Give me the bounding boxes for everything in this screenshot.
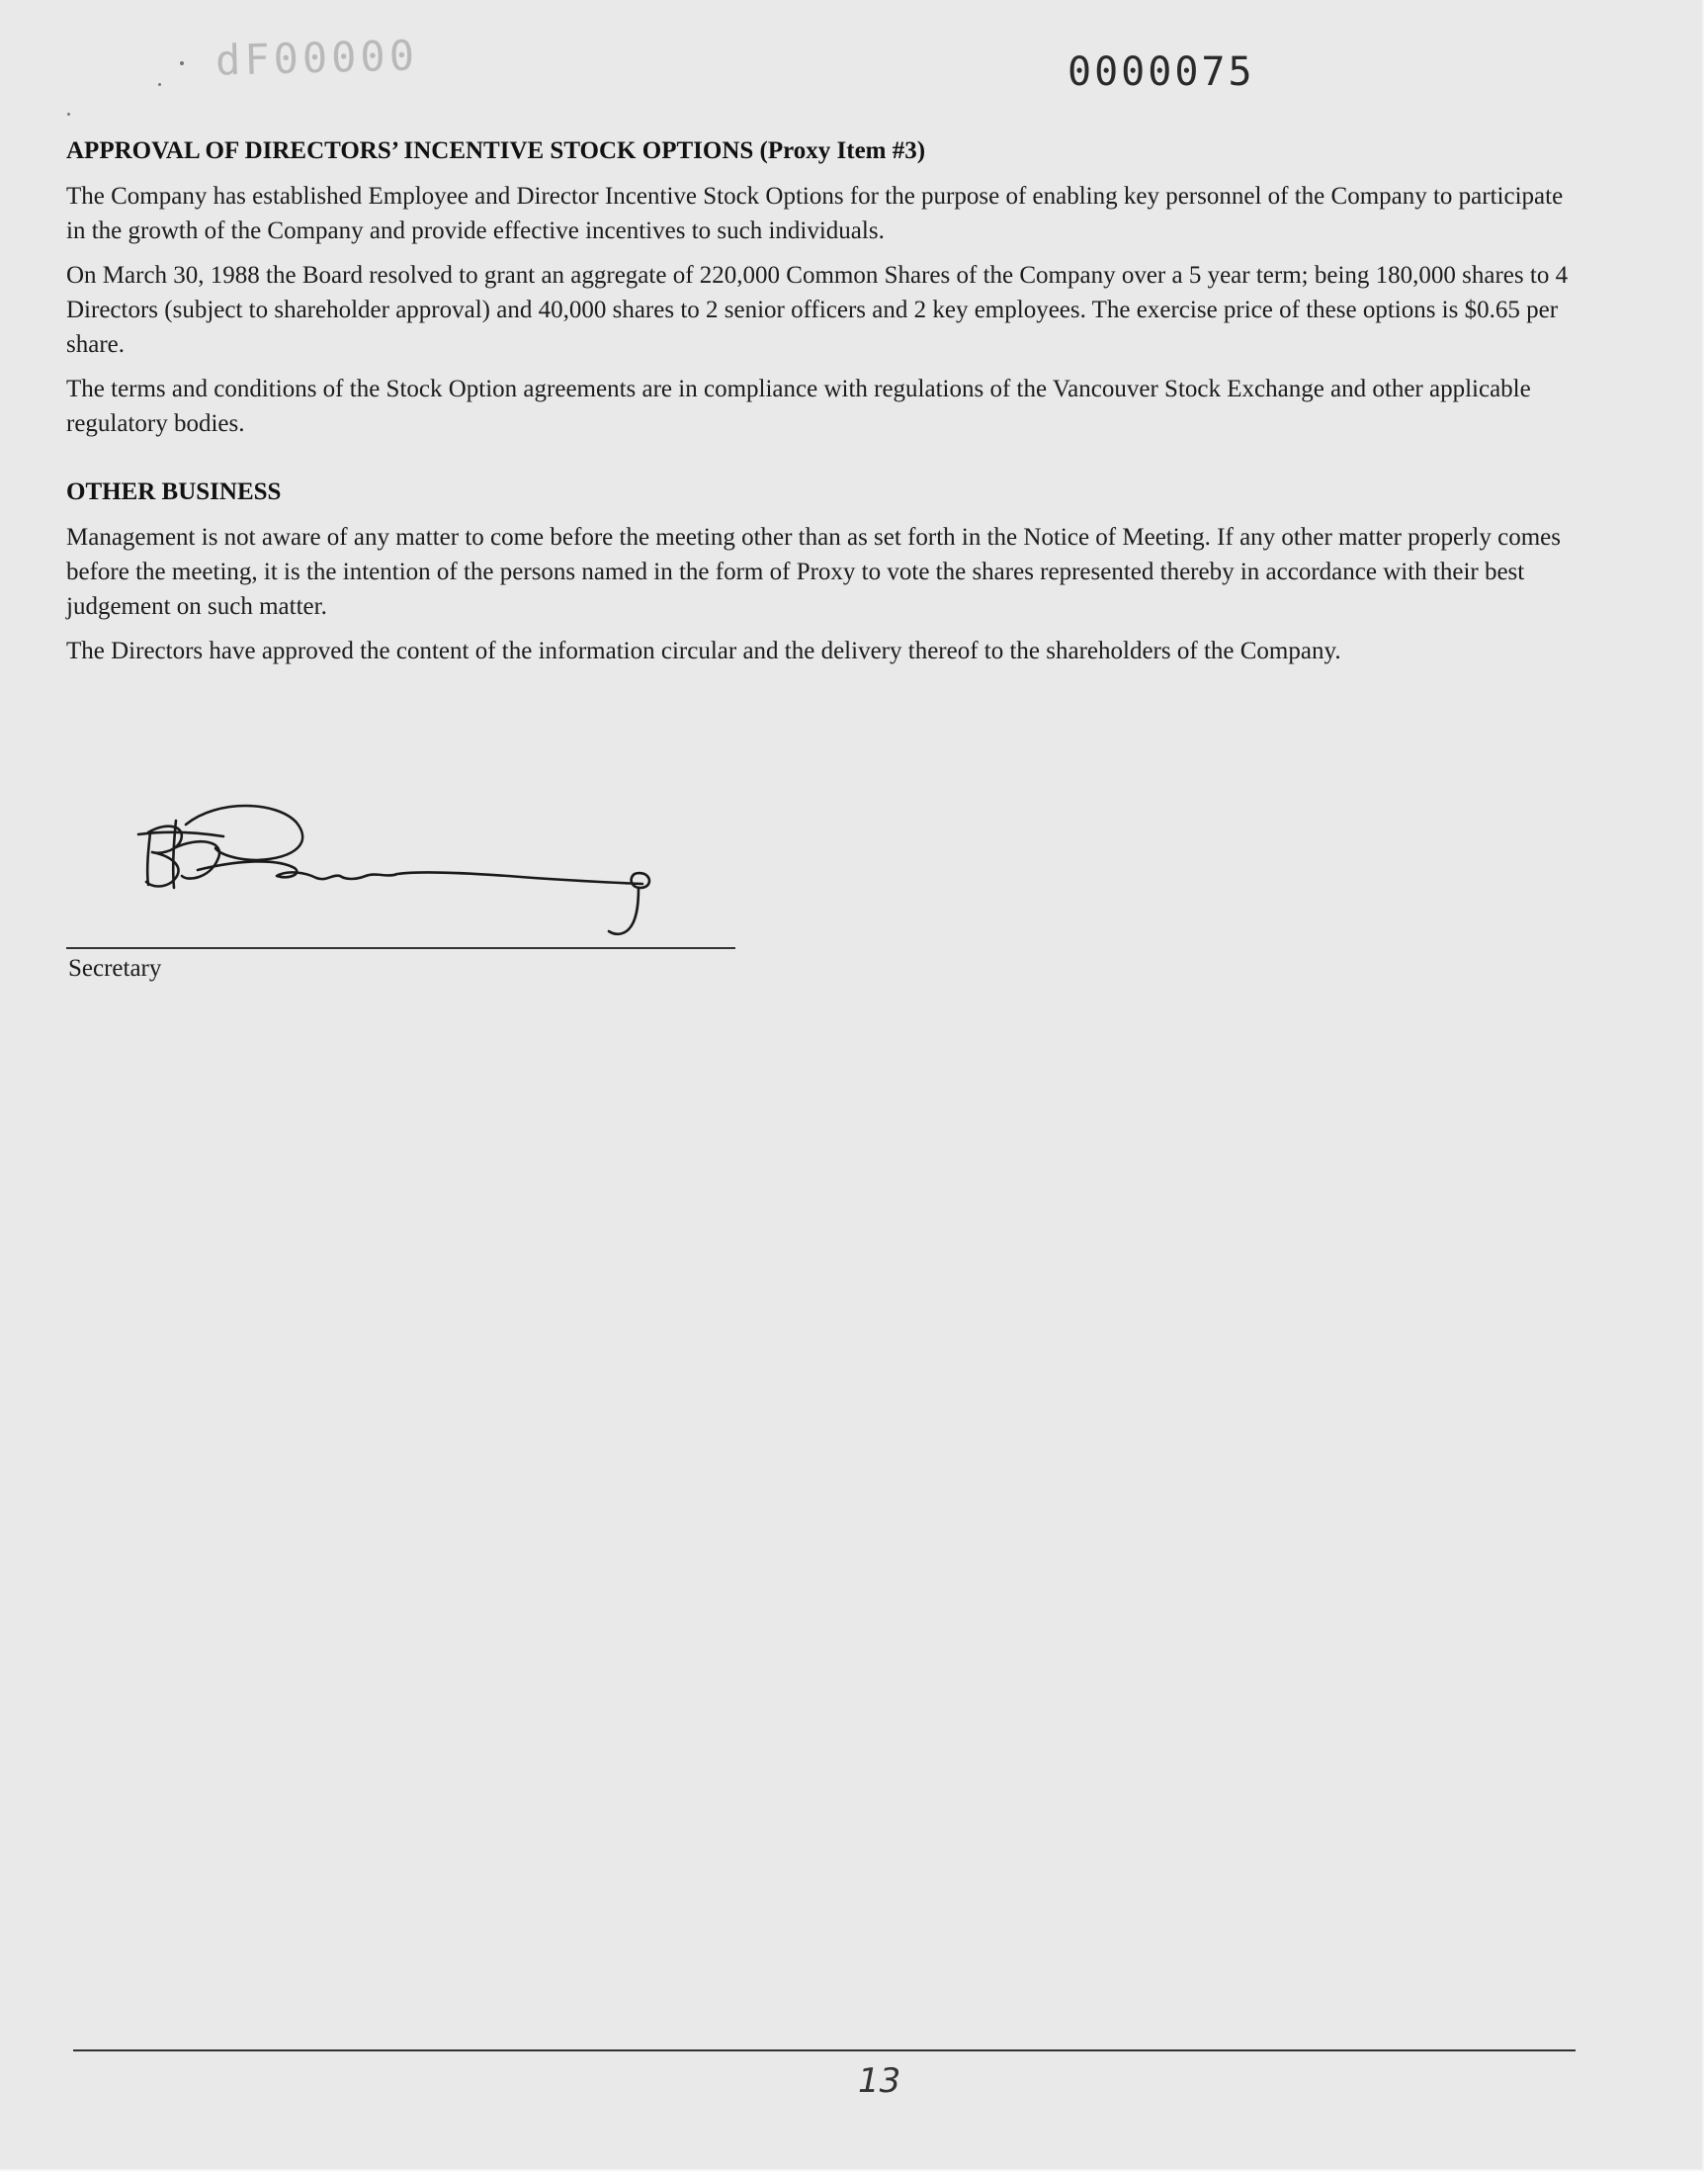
scan-speck — [158, 83, 161, 86]
page-number: 13 — [858, 2061, 901, 2101]
section-heading: OTHER BUSINESS — [66, 478, 282, 505]
paragraph: On March 30, 1988 the Board resolved to grant an aggregate of 220,000 Common Shares of the Company over a 5 year term; being 180,000 shares to 4 Directors (subject to shareholder approval) and 40,000 shares to 2 senior officers and 2 key employees. The exercise price of these options is $0.65 per share. — [66, 262, 1569, 358]
paragraph: Management is not aware of any matter to come before the meeting other than as set forth in the Notice of Meeting. If any other matter properly comes before the meeting, it is the intention of the persons named in the form of Proxy to vote the shares represented thereby in accordance with their best judgement on such matter. — [66, 524, 1561, 620]
paragraph: The Company has established Employee and Director Incentive Stock Options for the purpose of enabling key personnel of the Company to participate in the growth of the Company and provide effective incentives to such individuals. — [66, 183, 1564, 244]
handwritten-signature — [128, 791, 702, 939]
signature-line — [66, 947, 735, 949]
document-number: 0000075 — [1068, 49, 1255, 95]
scan-speck — [67, 113, 70, 116]
faint-stamp: dF00000 — [214, 31, 419, 85]
section-stock-options — [66, 133, 1572, 441]
paragraph: The Directors have approved the content of the information circular and the delivery thereof to the shareholders of the Company. — [66, 638, 1341, 664]
section-heading: APPROVAL OF DIRECTORS’ INCENTIVE STOCK OPTIONS (Proxy Item #3) — [66, 137, 926, 164]
scan-speck — [180, 61, 184, 65]
section-other-business — [66, 475, 1572, 668]
footer-rule — [73, 2049, 1576, 2051]
paragraph: The terms and conditions of the Stock Option agreements are in compliance with regulations of the Vancouver Stock Exchange and other applicable regulatory bodies. — [66, 376, 1531, 437]
document-body — [66, 133, 1572, 678]
signature-label: Secretary — [68, 955, 162, 982]
